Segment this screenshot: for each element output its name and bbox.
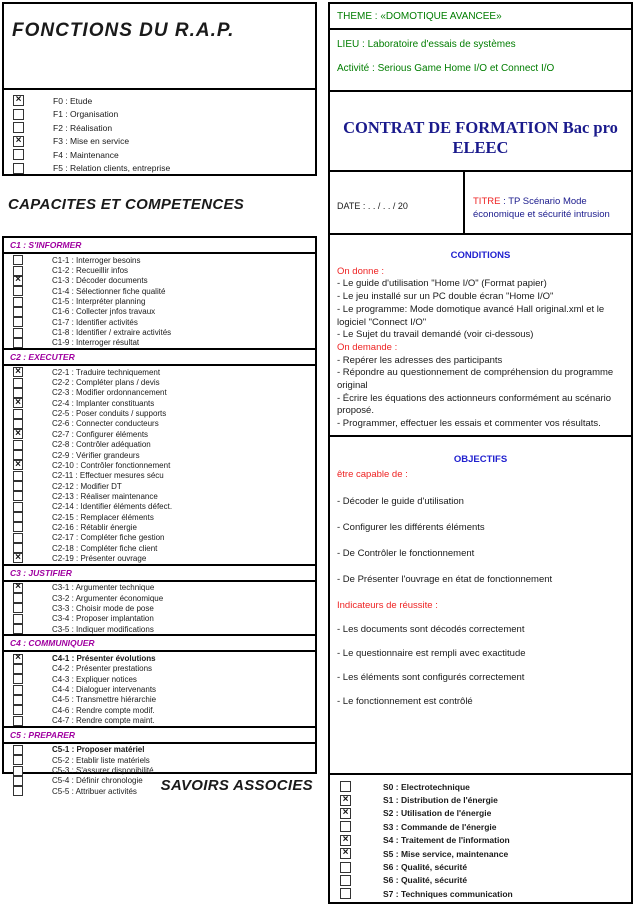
checkbox-row [4, 286, 315, 296]
titre-field [463, 172, 631, 233]
bullet-line: - Répondre au questionnement de compréhension du programme original [337, 367, 614, 392]
checkbox-label: C4-6 : Rendre compte modif. [52, 705, 155, 715]
checkbox-label: S5 : Mise service, maintenance [383, 848, 509, 859]
bullet-line: - Le programme: Mode domotique avancé Hall original.xml et le logiciel "Connect I/O" [337, 303, 605, 328]
checkbox-label: C2-5 : Poser conduits / supports [52, 409, 167, 419]
unchecked-checkbox-icon [13, 317, 23, 327]
checkbox-row [330, 860, 631, 873]
section-items [4, 652, 315, 725]
unchecked-checkbox-icon [340, 781, 351, 792]
checkbox-label: S4 : Traitement de l'information [383, 835, 510, 846]
checkbox-row [4, 715, 315, 725]
activite-text: Activité : Serious Game Home I/O et Connect I/O [337, 63, 555, 74]
unchecked-checkbox-icon [13, 705, 23, 715]
bullet-line: - Les éléments sont configurés correctement [337, 672, 525, 683]
checkbox-row [330, 887, 631, 900]
section-items [4, 582, 315, 635]
checkbox-row [4, 450, 315, 460]
section-header: C3 : JUSTIFIER [4, 564, 315, 582]
checked-checkbox-icon [13, 276, 23, 286]
checked-checkbox-icon [13, 429, 23, 439]
checkbox-label: C2-1 : Traduire techniquement [52, 367, 161, 377]
checkbox-label: C2-3 : Modifier ordonnancement [52, 388, 167, 398]
checkbox-label: C5-2 : Etablir liste matériels [52, 755, 150, 765]
bullet-line: - Le guide d'utilisation "Home I/O" (Format papier) [337, 278, 547, 290]
checkbox-row [4, 543, 315, 553]
conditions-heading: CONDITIONS [450, 250, 511, 261]
on-demande-label: On demande : [337, 341, 398, 353]
checkbox-label: C2-15 : Remplacer éléments [52, 512, 154, 522]
checked-checkbox-icon [13, 583, 23, 593]
checkbox-label: C1-3 : Décoder documents [52, 276, 148, 286]
checkbox-label: S6 : Qualité, sécurité [383, 875, 468, 886]
unchecked-checkbox-icon [13, 674, 23, 684]
unchecked-checkbox-icon [13, 491, 23, 501]
checkbox-label: C3-3 : Choisir mode de pose [52, 603, 154, 613]
checkbox-label: C5-5 : Attribuer activités [52, 786, 137, 796]
unchecked-checkbox-icon [13, 745, 23, 755]
checkbox-label: C2-7 : Configurer éléments [52, 429, 149, 439]
checkbox-label: C2-14 : Identifier éléments défect. [52, 502, 173, 512]
checkbox-row [4, 653, 315, 663]
checkbox-label: C2-4 : Implanter constituants [52, 398, 155, 408]
bullet-line: - Décoder le guide d'utilisation [337, 496, 464, 507]
unchecked-checkbox-icon [13, 624, 23, 634]
checkbox-row [4, 502, 315, 512]
checkbox-row [4, 583, 315, 593]
checkbox-row [4, 614, 315, 624]
fonctions-rap-title: FONCTIONS DU R.A.P. [12, 20, 235, 41]
checkbox-label: C2-18 : Compléter fiche client [52, 543, 158, 553]
bullet-line: - Le questionnaire est rempli avec exactitude [337, 648, 526, 659]
unchecked-checkbox-icon [13, 109, 24, 120]
checkbox-label: S1 : Distribution de l'énergie [383, 795, 498, 806]
checkbox-row [330, 874, 631, 887]
unchecked-checkbox-icon [13, 149, 24, 160]
unchecked-checkbox-icon [13, 664, 23, 674]
checked-checkbox-icon [13, 95, 24, 106]
checkbox-label: C2-2 : Compléter plans / devis [52, 378, 160, 388]
unchecked-checkbox-icon [13, 614, 23, 624]
conditions-box [328, 233, 633, 437]
theme-text: THEME : «DOMOTIQUE AVANCEE» [337, 11, 502, 22]
checkbox-label: C1-2 : Recueillir infos [52, 266, 129, 276]
checkbox-row [4, 408, 315, 418]
unchecked-checkbox-icon [13, 593, 23, 603]
lieu-box [328, 28, 633, 92]
etre-capable-label: être capable de : [337, 469, 408, 480]
checkbox-row [4, 388, 315, 398]
unchecked-checkbox-icon [13, 533, 23, 543]
checkbox-row [4, 522, 315, 532]
section-items [4, 366, 315, 564]
checkbox-row [4, 108, 315, 122]
fonctions-rap-box [2, 2, 317, 90]
checkbox-row [4, 533, 315, 543]
checkbox-row [4, 664, 315, 674]
checkbox-label: F2 : Réalisation [53, 122, 113, 133]
checkbox-label: C1-5 : Interpréter planning [52, 297, 146, 307]
checkbox-row [330, 834, 631, 847]
checkbox-row [4, 491, 315, 501]
unchecked-checkbox-icon [13, 297, 23, 307]
checkbox-label: C4-4 : Dialoguer intervenants [52, 685, 157, 695]
unchecked-checkbox-icon [13, 766, 23, 776]
checkbox-row [4, 512, 315, 522]
section-items [4, 254, 315, 348]
savoirs-associes-title: SAVOIRS ASSOCIES [160, 777, 313, 794]
bullet-line: - Le fonctionnement est contrôlé [337, 696, 473, 707]
checkbox-row [4, 121, 315, 135]
checkbox-row [4, 460, 315, 470]
checkbox-row [330, 807, 631, 820]
unchecked-checkbox-icon [340, 821, 351, 832]
checkbox-label: S7 : Techniques communication [383, 888, 513, 899]
checkbox-label: C4-1 : Présenter évolutions [52, 654, 156, 664]
unchecked-checkbox-icon [13, 440, 23, 450]
titre-value: : TP Scénario Mode économique et sécurité intrusion [473, 196, 610, 220]
indicateurs-list [337, 623, 624, 708]
checked-checkbox-icon [13, 553, 23, 563]
checkbox-label: C1-7 : Identifier activités [52, 317, 138, 327]
checkbox-label: C1-1 : Interroger besoins [52, 255, 141, 265]
checkbox-label: C4-7 : Rendre compte maint. [52, 716, 155, 726]
checkbox-row [4, 765, 315, 775]
checked-checkbox-icon [13, 398, 23, 408]
checkbox-label: C5-4 : Définir chronologie [52, 776, 143, 786]
unchecked-checkbox-icon [13, 163, 24, 174]
checkbox-label: C2-19 : Présenter ouvrage [52, 553, 147, 563]
date-titre-row [328, 170, 633, 235]
checkbox-row [4, 317, 315, 327]
bullet-line: - Programmer, effectuer les essais et commenter vos résultats. [337, 418, 601, 430]
unchecked-checkbox-icon [13, 512, 23, 522]
checkbox-label: C3-4 : Proposer implantation [52, 614, 154, 624]
checkbox-label: S2 : Utilisation de l'énergie [383, 808, 492, 819]
checked-checkbox-icon [340, 795, 351, 806]
checkbox-label: C2-9 : Vérifier grandeurs [52, 450, 140, 460]
checkbox-label: F1 : Organisation [53, 109, 119, 120]
checkbox-label: C2-12 : Modifier DT [52, 481, 122, 491]
checked-checkbox-icon [13, 654, 23, 664]
bullet-line: - Configurer les différents éléments [337, 522, 485, 533]
unchecked-checkbox-icon [13, 685, 23, 695]
unchecked-checkbox-icon [13, 471, 23, 481]
unchecked-checkbox-icon [340, 862, 351, 873]
checkbox-row [4, 327, 315, 337]
titre-label: TITRE [473, 196, 501, 207]
checkbox-label: C3-2 : Argumenter économique [52, 593, 164, 603]
objectifs-box [328, 435, 633, 775]
checkbox-row [4, 553, 315, 563]
checkbox-label: S0 : Electrotechnique [383, 781, 470, 792]
checkbox-label: C2-6 : Connecter conducteurs [52, 419, 159, 429]
checkbox-row [330, 847, 631, 860]
checkbox-label: C2-17 : Compléter fiche gestion [52, 533, 165, 543]
checkbox-label: C3-5 : Indiquer modifications [52, 624, 154, 634]
contrat-title: CONTRAT DE FORMATION Bac pro ELEEC [343, 118, 618, 157]
checkbox-row [4, 367, 315, 377]
checkbox-label: C5-1 : Proposer matériel [52, 745, 145, 755]
contrat-box [328, 90, 633, 172]
checkbox-label: C3-1 : Argumenter technique [52, 583, 155, 593]
bullet-line: - De Contrôler le fonctionnement [337, 548, 475, 559]
objectifs-heading: OBJECTIFS [453, 454, 508, 465]
unchecked-checkbox-icon [13, 286, 23, 296]
unchecked-checkbox-icon [340, 875, 351, 886]
on-donne-label: On donne : [337, 265, 385, 277]
checkbox-row [4, 148, 315, 162]
checkbox-label: C5-3 : S'assurer disponibilité [52, 766, 154, 776]
section-header: C4 : COMMUNIQUER [4, 634, 315, 652]
unchecked-checkbox-icon [13, 502, 23, 512]
lieu-text: LIEU : Laboratoire d'essais de systèmes [337, 39, 516, 50]
unchecked-checkbox-icon [340, 888, 351, 899]
checkbox-label: C2-13 : Réaliser maintenance [52, 491, 158, 501]
fonctions-checklist [2, 88, 317, 176]
checkbox-row [4, 429, 315, 439]
checkbox-row [4, 603, 315, 613]
unchecked-checkbox-icon [13, 255, 23, 265]
section-header: C2 : EXECUTER [4, 348, 315, 366]
checkbox-row [4, 471, 315, 481]
checkbox-label: F4 : Maintenance [53, 149, 119, 160]
checked-checkbox-icon [13, 136, 24, 147]
checkbox-row [4, 419, 315, 429]
checkbox-label: F5 : Relation clients, entreprise [53, 163, 171, 174]
checked-checkbox-icon [13, 367, 23, 377]
checkbox-row [4, 296, 315, 306]
checkbox-label: C1-9 : Interroger résultat [52, 338, 140, 348]
unchecked-checkbox-icon [13, 378, 23, 388]
checked-checkbox-icon [340, 848, 351, 859]
unchecked-checkbox-icon [13, 603, 23, 613]
checkbox-row [4, 481, 315, 491]
checkbox-row [4, 338, 315, 348]
checkbox-label: C2-11 : Effectuer mesures sécu [52, 471, 164, 481]
on-demande-list [337, 355, 624, 431]
checkbox-label: C2-10 : Contrôler fonctionnement [52, 460, 171, 470]
theme-box [328, 2, 633, 30]
unchecked-checkbox-icon [13, 307, 23, 317]
checkbox-label: C1-4 : Sélectionner fiche qualité [52, 286, 166, 296]
unchecked-checkbox-icon [13, 522, 23, 532]
checkbox-label: F3 : Mise en service [53, 136, 130, 147]
date-field: DATE : . . / . . / 20 [337, 201, 408, 211]
unchecked-checkbox-icon [13, 481, 23, 491]
checkbox-row [4, 684, 315, 694]
checkbox-row [4, 745, 315, 755]
checkbox-row [4, 398, 315, 408]
checkbox-row [4, 255, 315, 265]
checked-checkbox-icon [340, 835, 351, 846]
checkbox-row [4, 94, 315, 108]
objectifs-list [337, 495, 624, 586]
unchecked-checkbox-icon [13, 122, 24, 133]
savoirs-checklist [328, 773, 633, 904]
section-header: C5 : PREPARER [4, 726, 315, 744]
checkbox-label: C4-5 : Transmettre hiérarchie [52, 695, 157, 705]
unchecked-checkbox-icon [13, 695, 23, 705]
unchecked-checkbox-icon [13, 409, 23, 419]
checkbox-row [4, 276, 315, 286]
bullet-line: - Les documents sont décodés correctement [337, 624, 525, 635]
checkbox-row [4, 265, 315, 275]
checkbox-label: C1-6 : Collecter jnfos travaux [52, 307, 156, 317]
checkbox-row [330, 793, 631, 806]
checkbox-row [4, 755, 315, 765]
checkbox-row [4, 695, 315, 705]
checkbox-label: F0 : Etude [53, 95, 93, 106]
unchecked-checkbox-icon [13, 328, 23, 338]
checked-checkbox-icon [340, 808, 351, 819]
bullet-line: - Repérer les adresses des participants [337, 354, 503, 366]
checkbox-row [4, 377, 315, 387]
indicateurs-label: Indicateurs de réussite : [337, 600, 438, 611]
checkbox-row [4, 674, 315, 684]
on-donne-list [337, 278, 624, 342]
checkbox-row [4, 135, 315, 149]
checkbox-label: C2-16 : Rétablir énergie [52, 522, 137, 532]
checkbox-row [330, 780, 631, 793]
bullet-line: - De Présenter l'ouvrage en état de fonctionnement [337, 574, 553, 585]
checkbox-row [4, 705, 315, 715]
checkbox-label: C4-2 : Présenter prestations [52, 664, 153, 674]
bullet-line: - Écrire les équations des actionneurs conformément au scénario proposé. [337, 392, 612, 417]
checkbox-label: S6 : Qualité, sécurité [383, 862, 468, 873]
checkbox-label: C2-8 : Contrôler adéquation [52, 440, 151, 450]
section-header: C1 : S'INFORMER [4, 238, 315, 254]
capacites-title: CAPACITES ET COMPETENCES [8, 196, 245, 213]
checkbox-row [330, 820, 631, 833]
unchecked-checkbox-icon [13, 338, 23, 348]
checkbox-row [4, 624, 315, 634]
bullet-line: - Le jeu installé sur un PC double écran "Home I/O" [337, 291, 554, 303]
checkbox-row [4, 440, 315, 450]
unchecked-checkbox-icon [13, 755, 23, 765]
checked-checkbox-icon [13, 460, 23, 470]
checkbox-row [4, 307, 315, 317]
checkbox-label: C4-3 : Expliquer notices [52, 674, 137, 684]
unchecked-checkbox-icon [13, 716, 23, 726]
checkbox-label: C1-8 : Identifier / extraire activités [52, 328, 172, 338]
checkbox-row [4, 593, 315, 603]
bullet-line: - Le Sujet du travail demandé (voir ci-dessous) [337, 329, 534, 341]
checkbox-row [4, 162, 315, 176]
checkbox-label: S3 : Commande de l'énergie [383, 821, 497, 832]
